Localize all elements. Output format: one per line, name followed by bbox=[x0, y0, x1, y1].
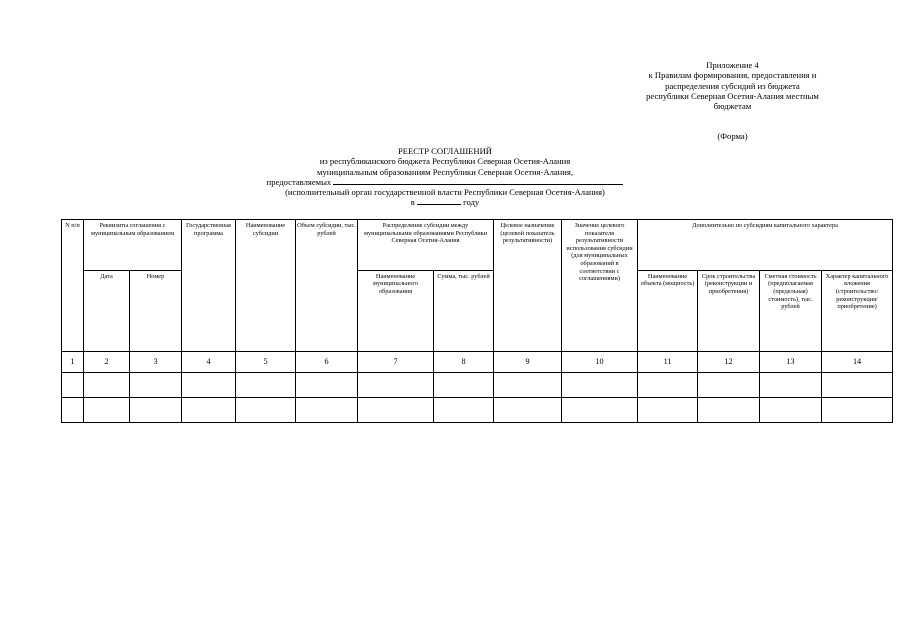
header-cell-distribution: Распределение субсидии между муниципальными образованиями Республики Северная Осетия-Алания bbox=[358, 220, 494, 271]
header-cell-sum: Сумма, тыс. рублей bbox=[434, 270, 494, 351]
document-header bbox=[200, 146, 690, 208]
column-number: 5 bbox=[236, 352, 296, 373]
header-line-4: (исполнительный орган государственной власти Республики Северная Осетия-Алания) bbox=[285, 187, 605, 198]
year-blank bbox=[417, 204, 461, 205]
table-cell bbox=[236, 398, 296, 423]
table-cell bbox=[434, 373, 494, 398]
column-number: 3 bbox=[130, 352, 182, 373]
column-number: 2 bbox=[84, 352, 130, 373]
appendix-line: Приложение 4 bbox=[706, 60, 759, 70]
executive-body-blank bbox=[333, 184, 623, 185]
column-number: 7 bbox=[358, 352, 434, 373]
header-cell-requisites: Реквизиты соглашения с муниципальным образованием bbox=[84, 220, 182, 271]
year-prefix: в bbox=[410, 197, 415, 208]
column-number: 8 bbox=[434, 352, 494, 373]
header-cell-object-name: Наименование объекта (мощность) bbox=[638, 270, 698, 351]
table-cell bbox=[296, 373, 358, 398]
column-number: 13 bbox=[760, 352, 822, 373]
table-cell bbox=[698, 398, 760, 423]
table-cell bbox=[130, 373, 182, 398]
header-cell-date: Дата bbox=[84, 270, 130, 351]
table-cell bbox=[562, 373, 638, 398]
table-row bbox=[62, 398, 893, 423]
header-line-3-text: предоставляемых bbox=[266, 176, 332, 187]
table-cell bbox=[182, 373, 236, 398]
header-cell-volume: Объем субсидии, тыс. рублей bbox=[296, 220, 358, 352]
table-cell bbox=[130, 398, 182, 423]
header-cell-number: N п/п bbox=[62, 220, 84, 352]
header-line-2: муниципальным образованиям Республики Северная Осетия-Алания, bbox=[317, 166, 573, 177]
table-cell bbox=[182, 398, 236, 423]
column-number: 6 bbox=[296, 352, 358, 373]
appendix-line: распределения субсидий из бюджета bbox=[665, 80, 800, 91]
appendix-block bbox=[600, 60, 865, 142]
table-cell bbox=[296, 398, 358, 423]
header-line-1: из республиканского бюджета Республики Северная Осетия-Алания bbox=[319, 156, 571, 167]
table-cell bbox=[760, 373, 822, 398]
table-cell bbox=[562, 398, 638, 423]
table-cell bbox=[358, 398, 434, 423]
appendix-line: республики Северная Осетия-Алания местным bbox=[646, 90, 819, 101]
table-cell bbox=[822, 398, 893, 423]
column-numbers-row bbox=[62, 352, 893, 373]
header-cell-additional: Дополнительно по субсидиям капитального характера bbox=[638, 220, 893, 271]
column-number: 4 bbox=[182, 352, 236, 373]
table-cell bbox=[760, 398, 822, 423]
document-title: РЕЕСТР СОГЛАШЕНИЙ bbox=[397, 146, 493, 156]
header-line-3 bbox=[200, 177, 690, 187]
table-cell bbox=[638, 398, 698, 423]
year-suffix: году bbox=[463, 197, 480, 208]
appendix-line: к Правилам формирования, предоставления и bbox=[648, 70, 817, 81]
form-label: (Форма) bbox=[717, 131, 748, 142]
column-number: 14 bbox=[822, 352, 893, 373]
table-cell bbox=[434, 398, 494, 423]
table-cell bbox=[494, 398, 562, 423]
header-cell-agreement-number: Номер bbox=[130, 270, 182, 351]
table-cell bbox=[358, 373, 434, 398]
header-line-5 bbox=[200, 197, 690, 207]
appendix-line: бюджетам bbox=[713, 101, 752, 112]
table-cell bbox=[494, 373, 562, 398]
table-header-row-1 bbox=[62, 220, 893, 271]
header-cell-municipality-name: Наименование муниципального образования bbox=[358, 270, 434, 351]
header-cell-subsidy-name: Наименование субсидии bbox=[236, 220, 296, 352]
header-cell-character: Характер капитального вложения (строительство/реконструкция/приобретение) bbox=[822, 270, 893, 351]
header-cell-target-indicator: Целевое назначение (целевой показатель результативности) bbox=[494, 220, 562, 352]
table-cell bbox=[236, 373, 296, 398]
column-number: 12 bbox=[698, 352, 760, 373]
table-cell bbox=[698, 373, 760, 398]
column-number: 11 bbox=[638, 352, 698, 373]
table-cell bbox=[822, 373, 893, 398]
table-cell bbox=[638, 373, 698, 398]
column-number: 9 bbox=[494, 352, 562, 373]
header-cell-program: Государственная программа bbox=[182, 220, 236, 352]
table-row bbox=[62, 373, 893, 398]
table-cell bbox=[84, 373, 130, 398]
header-cell-cost: Сметная стоимость (предполагаемая (предельная) стоимость), тыс. рублей bbox=[760, 270, 822, 351]
registry-table bbox=[61, 219, 893, 423]
column-number: 1 bbox=[62, 352, 84, 373]
table-cell bbox=[84, 398, 130, 423]
table-cell bbox=[62, 373, 84, 398]
column-number: 10 bbox=[562, 352, 638, 373]
header-cell-term: Срок строительства (реконструкции и приобретения) bbox=[698, 270, 760, 351]
table-cell bbox=[62, 398, 84, 423]
header-cell-target-value: Значение целевого показателя результативности использования субсидии (для муниципальных образований в соответствии с соглашениями) bbox=[562, 220, 638, 352]
